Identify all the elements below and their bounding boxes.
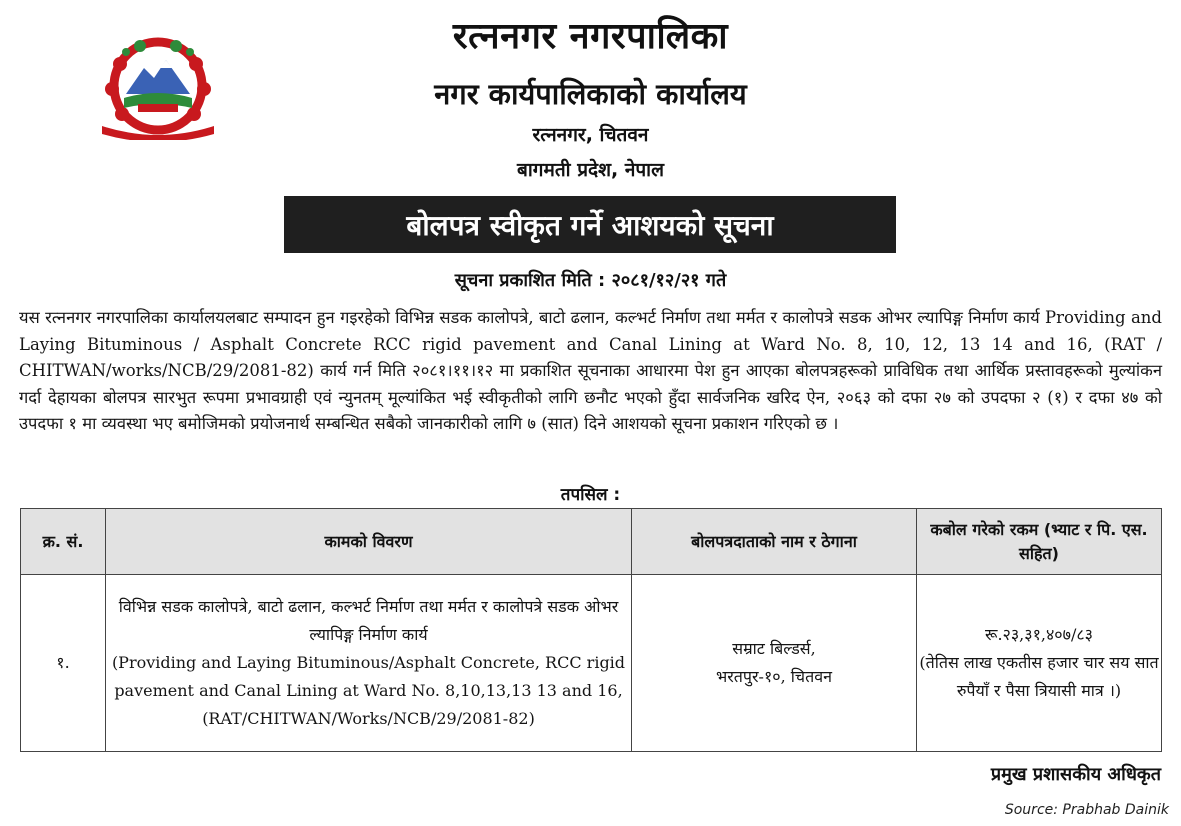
province-country: बागमती प्रदेश, नेपाल [517,159,664,181]
table-header-row [21,509,1162,575]
municipality-name: रत्ननगर नगरपालिका [452,16,729,57]
header-serial-number: क्र. सं. [21,509,106,575]
work-description-nepali: विभिन्न सडक कालोपत्रे, बाटो ढलान, कल्भर्ट निर्माण तथा मर्मत र कालोपत्रे सडक ओभर ल्यापिङ्ग निर्माण कार्य [118,597,619,644]
signatory-title: प्रमुख प्रशासकीय अधिकृत [990,764,1161,785]
header-quoted-amount: कबोल गरेको रकम (भ्याट र पि. एस. सहित) [917,509,1162,575]
notice-body: यस रत्ननगर नगरपालिका कार्यालयलबाट सम्पादन हुन गइरहेको विभिन्न सडक कालोपत्रे, बाटो ढलान, कल्भर्ट निर्माण तथा मर्मत र कालोपत्रे सडक ओभर ल्यापिङ्ग निर्माण कार्य Providing and Laying Bituminous / Asphalt Concrete RCC rigid pavement and Canal Lining at Ward No. 8, 10, 12, 13 14 and 16, (RAT / CHITWAN/works/NCB/29/2081-82) कार्य गर्न मिति २०८१।११।१२ मा प्रकाशित सूचनाका आधारमा पेश हुन आएका बोलपत्रहरूको प्राविधिक तथा आर्थिक प्रस्तावहरूको मुल्यांकन गर्दा देहायका बोलपत्र सारभुत रूपमा प्रभावग्राही एवं न्युनतम् मूल्यांकित भई स्वीकृतीको लागि छनौट भएको हुँदा सार्वजनिक खरिद ऐन, २०६३ को दफा २७ को उपदफा २ (१) र दफा ४७ को उपदफा १ मा व्यवस्था भए बमोजिमको प्रयोजनार्थ सम्बन्धित सबैको जानकारीको लागि ७ (सात) दिने आशयको सूचना प्रकाशन गरिएको छ । [19,308,1162,433]
table-row [21,575,1162,752]
header-work-description: कामको विवरण [106,509,632,575]
amount-in-words: (तेतिस लाख एकतीस हजार चार सय सात रुपैयाँ र पैसा त्रियासी मात्र ।) [919,653,1159,700]
row-work-description [106,575,632,752]
amount-figure: रू.२३,३१,४०७/८३ [985,625,1093,644]
bidder-address: भरतपुर-१०, चितवन [716,667,832,686]
office-location: रत्ननगर, चितवन [532,124,649,146]
row-amount [917,575,1162,752]
bidder-name: सम्राट बिल्डर्स, [732,639,816,658]
header-bidder-name-address: बोलपत्रदाताको नाम र ठेगाना [632,509,917,575]
published-date: सूचना प्रकाशित मिति : २०८१/१२/२१ गते [454,270,727,291]
notice-title: बोलपत्र स्वीकृत गर्ने आशयको सूचना [284,196,896,253]
row-serial-number: १. [21,575,106,752]
source-credit: Source: Prabhab Dainik [1004,802,1169,818]
office-name: नगर कार्यपालिकाको कार्यालय [434,77,747,111]
table-caption: तपसिल : [560,485,621,505]
row-bidder [632,575,917,752]
work-description-english: (Providing and Laying Bituminous/Asphalt Concrete, RCC rigid pavement and Canal Lining at Ward No. 8,10,13,13 13 and 16, (RAT/CHITWAN/Works/NCB/29/2081-82) [111,653,626,728]
bid-details-table [20,508,1162,752]
